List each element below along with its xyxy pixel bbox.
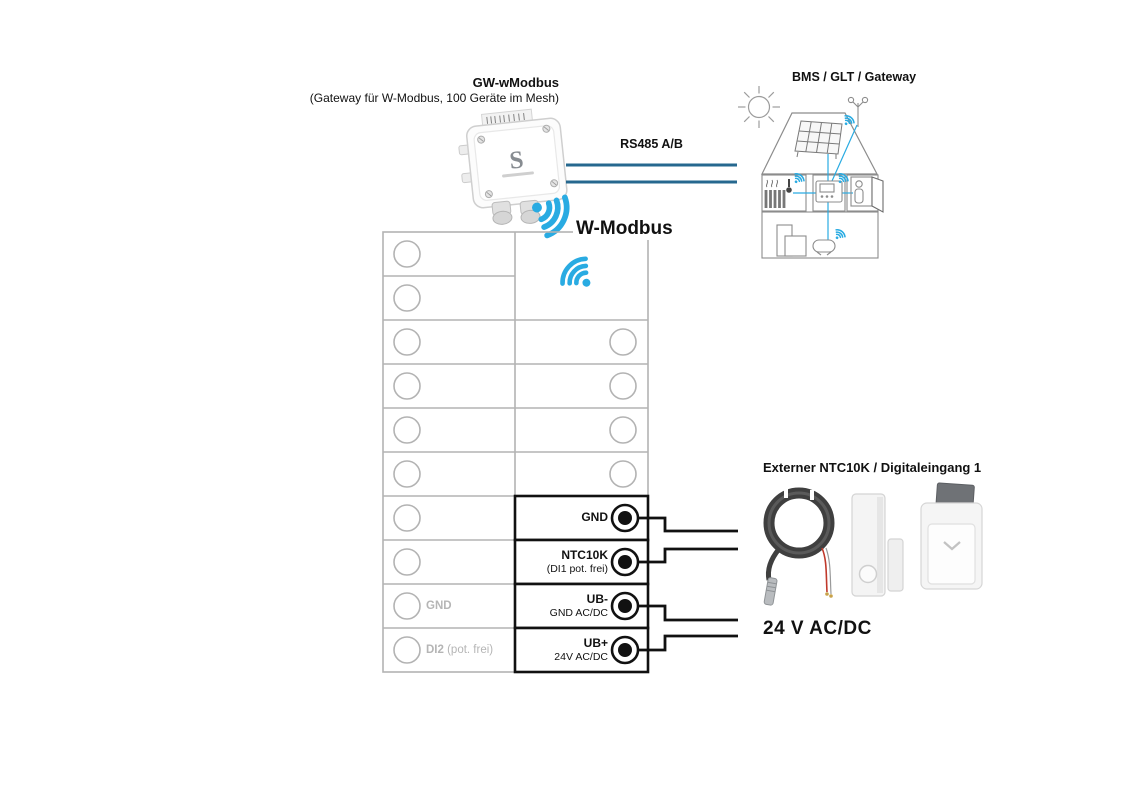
terminal-cell-gnd <box>520 496 608 540</box>
building-illustration <box>738 86 883 258</box>
wire-ub-minus <box>638 606 738 620</box>
left-label-bold: GND <box>426 600 452 612</box>
wire-gnd <box>638 518 738 531</box>
external-devices-label: Externer NTC10K / Digitaleingang 1 <box>763 460 982 475</box>
terminal-cell-title: UB+ <box>583 636 608 651</box>
bms-label: BMS / GLT / Gateway <box>792 70 917 84</box>
gateway-title: GW-wModbus <box>472 75 559 90</box>
terminal-cell-ub-minus <box>520 584 608 628</box>
terminal-cell-title: NTC10K <box>561 548 608 563</box>
supply-voltage-label: 24 V AC/DC <box>763 618 872 639</box>
rs485-bus-lines <box>566 165 737 182</box>
card-switch-image <box>921 483 982 589</box>
terminal-cell-ub-plus <box>520 628 608 672</box>
ntc-cable-image <box>764 488 833 605</box>
gateway-panel-icon <box>816 181 842 202</box>
left-terminal-gnd-label <box>426 584 452 628</box>
terminal-grid <box>383 232 648 672</box>
wire-ub-plus <box>638 636 738 650</box>
sun-icon <box>738 86 780 128</box>
left-label-light: (pot. frei) <box>443 644 494 656</box>
wire-ntc10k <box>638 549 738 562</box>
gateway-subtitle: (Gateway für W-Modbus, 100 Geräte im Mesh) <box>309 91 559 105</box>
terminal-cell-subtitle: (DI1 pot. frei) <box>546 562 608 575</box>
brand-logo: S <box>508 146 525 175</box>
terminal-cell-ntc10k <box>520 540 608 584</box>
wmodbus-label: W-Modbus <box>573 218 676 240</box>
terminal-cell-title: GND <box>581 510 608 525</box>
terminal-cell-title: UB- <box>586 592 608 607</box>
terminal-wires <box>638 518 738 650</box>
left-terminal-di2-label <box>426 628 493 672</box>
rs485-label: RS485 A/B <box>620 137 683 151</box>
door-contact-image <box>852 494 903 596</box>
left-label-bold: DI2 <box>426 644 444 656</box>
gateway-device-image <box>456 106 570 230</box>
wmodbus-wifi-icon <box>557 254 601 298</box>
terminal-cell-subtitle: GND AC/DC <box>549 606 608 619</box>
gateway-caption <box>259 76 559 105</box>
terminal-cell-subtitle: 24V AC/DC <box>554 650 608 663</box>
